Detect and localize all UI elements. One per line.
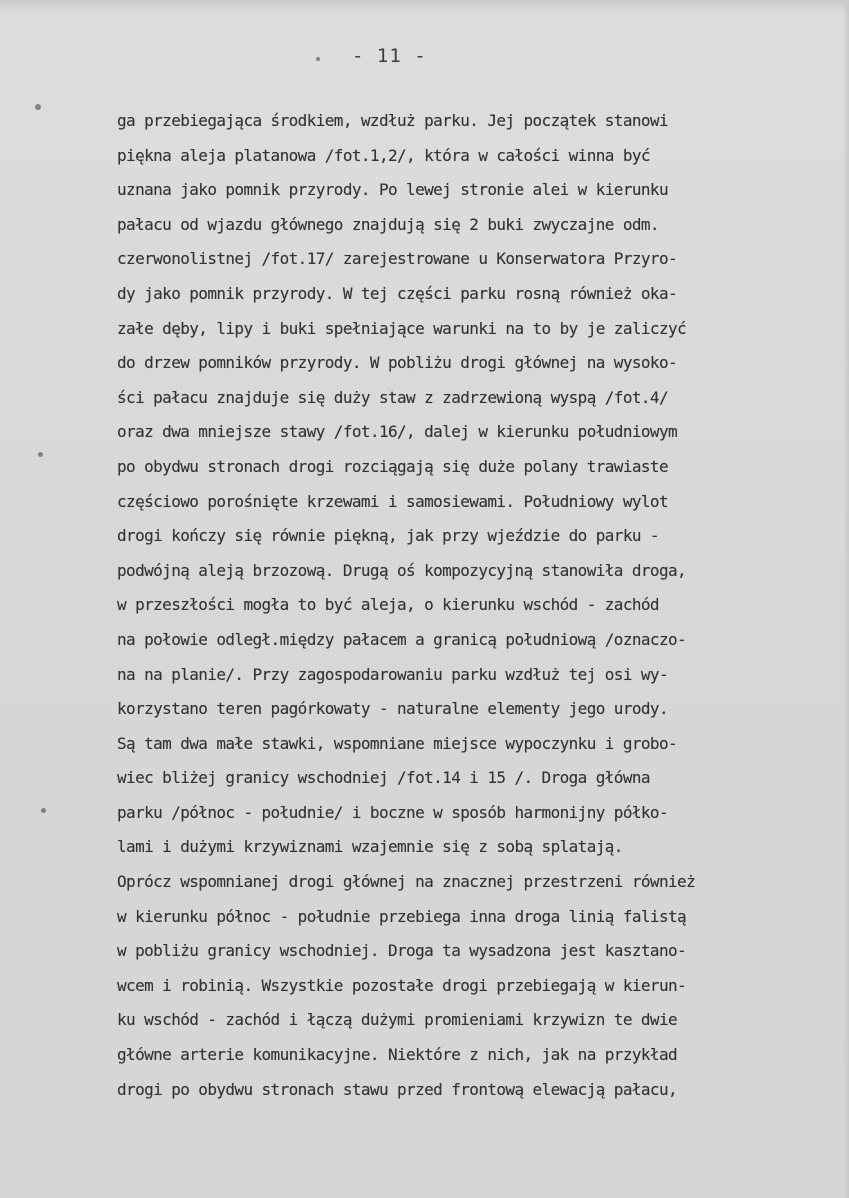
text-line: podwójną aleją brzozową. Drugą oś kompozycyjną stanowiła droga, — [117, 560, 687, 580]
paper-right-edge-shadow — [843, 0, 849, 1198]
text-line: główne arterie komunikacyjne. Niektóre z nich, jak na przykład — [117, 1045, 678, 1065]
text-line: w kierunku północ - południe przebiega inna droga linią falistą — [117, 906, 687, 926]
paper-speck — [35, 104, 41, 110]
paper-speck — [41, 808, 46, 813]
text-line: ga przebiegająca środkiem, wzdłuż parku. Jej początek stanowi — [117, 111, 669, 130]
text-line: częściowo porośnięte krzewami i samosiewami. Południowy wylot — [117, 491, 669, 511]
text-line: pałacu od wjazdu głównego znajdują się 2 buki zwyczajne odm. — [117, 214, 659, 234]
text-line: na na planie/. Przy zagospodarowaniu parku wzdłuż tej osi wy- — [117, 664, 669, 684]
text-line: piękna aleja platanowa /fot.1,2/, która w całości winna być — [117, 145, 650, 165]
text-line: załe dęby, lipy i buki spełniające warunki na to by je zaliczyć — [117, 318, 687, 338]
text-line: Są tam dwa małe stawki, wspomniane miejsce wypoczynku i grobo- — [117, 733, 678, 753]
paper-speck — [38, 452, 43, 457]
text-line: wiec bliżej granicy wschodniej /fot.14 i 15 /. Droga główna — [117, 768, 650, 788]
text-line: po obydwu stronach drogi rozciągają się duże polany trawiaste — [117, 456, 669, 476]
text-line: ści pałacu znajduje się duży staw z zadrzewioną wyspą /fot.4/ — [117, 387, 669, 407]
text-line: na połowie odległ.między pałacem a granicą południową /oznaczo- — [117, 629, 687, 649]
text-line: ku wschód - zachód i łączą dużymi promieniami krzywizn te dwie — [117, 1010, 678, 1030]
text-line: wcem i robinią. Wszystkie pozostałe drogi przebiegają w kierun- — [117, 975, 687, 995]
text-line: lami i dużymi krzywiznami wzajemnie się z sobą splatają. — [117, 837, 623, 857]
paper-speck — [316, 57, 320, 61]
body-text — [117, 104, 817, 1107]
text-line: w pobliżu granicy wschodniej. Droga ta wysadzona jest kasztano- — [117, 941, 687, 961]
text-line: parku /północ - południe/ i boczne w sposób harmonijny półko- — [117, 802, 669, 822]
text-line: drogi po obydwu stronach stawu przed frontową elewacją pałacu, — [117, 1079, 678, 1099]
text-line: drogi kończy się równie piękną, jak przy wjeździe do parku - — [117, 526, 659, 546]
text-line: uznana jako pomnik przyrody. Po lewej stronie alei w kierunku — [117, 180, 669, 200]
text-line: korzystano teren pagórkowaty - naturalne elementy jego urody. — [117, 699, 669, 719]
text-line: w przeszłości mogła to być aleja, o kierunku wschód - zachód — [117, 595, 659, 615]
paper-top-edge-shadow — [0, 0, 849, 14]
text-line: czerwonolistnej /fot.17/ zarejestrowane u Konserwatora Przyro- — [117, 249, 678, 269]
text-line: do drzew pomników przyrody. W pobliżu drogi głównej na wysoko- — [117, 353, 678, 373]
text-line: dy jako pomnik przyrody. W tej części parku rosną również oka- — [117, 283, 678, 303]
text-line: Oprócz wspomnianej drogi głównej na znacznej przestrzeni również — [117, 872, 696, 892]
page-number: - 11 - — [352, 45, 427, 67]
text-line: oraz dwa mniejsze stawy /fot.16/, dalej w kierunku południowym — [117, 422, 678, 442]
